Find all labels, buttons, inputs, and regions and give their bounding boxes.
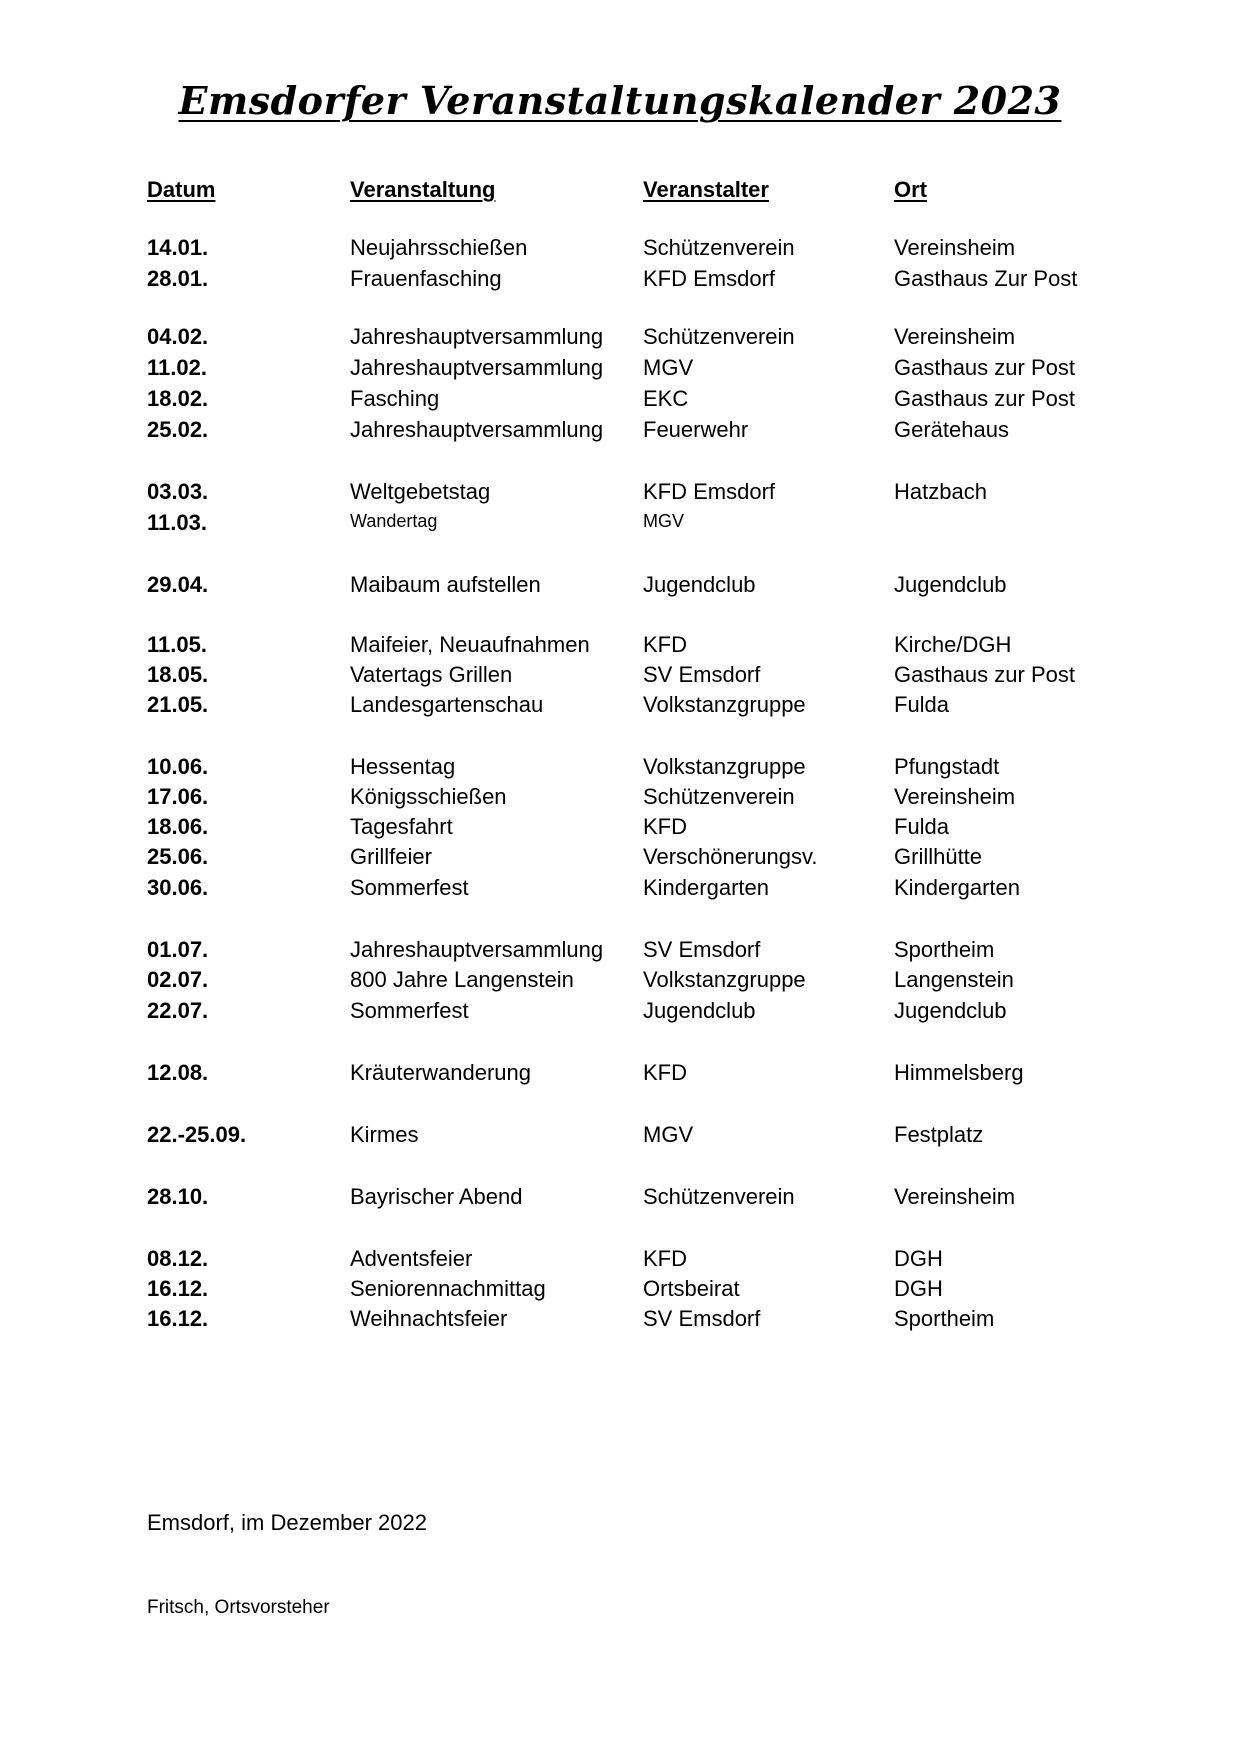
footer-signature: Fritsch, Ortsvorsteher — [147, 1597, 330, 1618]
date-cell: 18.02. — [147, 386, 209, 411]
document-title: Emsdorfer Veranstaltungskalender 2023 — [178, 78, 1062, 123]
place-cell: Sportheim — [894, 1306, 995, 1331]
event-cell: Sommerfest — [350, 998, 469, 1023]
organizer-cell: MGV — [643, 511, 685, 531]
organizer-cell: Schützenverein — [643, 784, 795, 809]
place-cell: Gasthaus Zur Post — [894, 266, 1078, 291]
place-cell: Himmelsberg — [894, 1060, 1024, 1085]
place-cell: Gasthaus zur Post — [894, 386, 1075, 411]
organizer-cell: EKC — [643, 386, 689, 411]
date-cell: 16.12. — [147, 1276, 209, 1301]
organizer-cell: KFD — [643, 632, 687, 657]
date-cell: 25.06. — [147, 844, 209, 869]
event-cell: Jahreshauptversammlung — [350, 937, 604, 962]
date-cell: 12.08. — [147, 1060, 209, 1085]
place-cell: Vereinsheim — [894, 235, 1016, 260]
event-cell: 800 Jahre Langenstein — [350, 967, 574, 992]
event-cell: Hessentag — [350, 754, 456, 779]
date-cell: 11.03. — [147, 510, 207, 535]
organizer-cell: Feuerwehr — [643, 417, 749, 442]
header-place: Ort — [894, 177, 927, 202]
place-cell: Kindergarten — [894, 875, 1020, 900]
place-cell: Fulda — [894, 692, 950, 717]
date-cell: 02.07. — [147, 967, 209, 992]
date-cell: 11.05. — [147, 632, 207, 657]
event-cell: Seniorennachmittag — [350, 1276, 546, 1301]
organizer-cell: SV Emsdorf — [643, 662, 761, 687]
place-cell: Fulda — [894, 814, 950, 839]
event-cell: Jahreshauptversammlung — [350, 324, 604, 349]
organizer-cell: MGV — [643, 1122, 694, 1147]
event-cell: Jahreshauptversammlung — [350, 355, 604, 380]
place-cell: Langenstein — [894, 967, 1014, 992]
date-cell: 28.10. — [147, 1184, 209, 1209]
date-cell: 03.03. — [147, 479, 209, 504]
event-cell: Frauenfasching — [350, 266, 502, 291]
place-cell: Gerätehaus — [894, 417, 1009, 442]
organizer-cell: Verschönerungsv. — [643, 844, 818, 869]
place-cell: Gasthaus zur Post — [894, 662, 1075, 687]
event-cell: Fasching — [350, 386, 440, 411]
date-cell: 18.06. — [147, 814, 209, 839]
date-cell: 22.07. — [147, 998, 209, 1023]
place-cell: Jugendclub — [894, 572, 1007, 597]
date-cell: 30.06. — [147, 875, 209, 900]
place-cell: DGH — [894, 1246, 943, 1271]
date-cell: 18.05. — [147, 662, 209, 687]
header-event: Veranstaltung — [350, 177, 496, 202]
organizer-cell: Schützenverein — [643, 1184, 795, 1209]
place-cell: Jugendclub — [894, 998, 1007, 1023]
organizer-cell: MGV — [643, 355, 694, 380]
event-cell: Jahreshauptversammlung — [350, 417, 604, 442]
organizer-cell: KFD — [643, 1246, 687, 1271]
date-cell: 04.02. — [147, 324, 209, 349]
date-cell: 10.06. — [147, 754, 209, 779]
date-cell: 01.07. — [147, 937, 209, 962]
event-cell: Vatertags Grillen — [350, 662, 513, 687]
event-cell: Sommerfest — [350, 875, 469, 900]
place-cell: DGH — [894, 1276, 943, 1301]
date-cell: 25.02. — [147, 417, 209, 442]
organizer-cell: Jugendclub — [643, 998, 756, 1023]
date-cell: 21.05. — [147, 692, 209, 717]
place-cell: Sportheim — [894, 937, 995, 962]
event-cell: Neujahrsschießen — [350, 235, 528, 260]
organizer-cell: KFD — [643, 814, 687, 839]
organizer-cell: Volkstanzgruppe — [643, 692, 806, 717]
place-cell: Grillhütte — [894, 844, 983, 869]
organizer-cell: SV Emsdorf — [643, 937, 761, 962]
organizer-cell: Ortsbeirat — [643, 1276, 740, 1301]
date-cell: 16.12. — [147, 1306, 209, 1331]
organizer-cell: SV Emsdorf — [643, 1306, 761, 1331]
organizer-cell: Volkstanzgruppe — [643, 967, 806, 992]
event-cell: Maibaum aufstellen — [350, 572, 541, 597]
organizer-cell: Schützenverein — [643, 235, 795, 260]
header-organizer: Veranstalter — [643, 177, 769, 202]
place-cell: Gasthaus zur Post — [894, 355, 1075, 380]
place-cell: Kirche/DGH — [894, 632, 1012, 657]
place-cell: Festplatz — [894, 1122, 984, 1147]
place-cell: Hatzbach — [894, 479, 987, 504]
date-cell: 11.02. — [147, 355, 207, 380]
event-cell: Kirmes — [350, 1122, 419, 1147]
organizer-cell: Jugendclub — [643, 572, 756, 597]
organizer-cell: Kindergarten — [643, 875, 769, 900]
organizer-cell: KFD Emsdorf — [643, 266, 776, 291]
event-cell: Kräuterwanderung — [350, 1060, 532, 1085]
event-cell: Bayrischer Abend — [350, 1184, 523, 1209]
date-cell: 08.12. — [147, 1246, 209, 1271]
event-cell: Wandertag — [350, 511, 438, 531]
organizer-cell: Schützenverein — [643, 324, 795, 349]
place-cell: Pfungstadt — [894, 754, 1000, 779]
footer-place-date: Emsdorf, im Dezember 2022 — [147, 1510, 427, 1535]
date-cell: 22.-25.09. — [147, 1122, 247, 1147]
organizer-cell: KFD — [643, 1060, 687, 1085]
place-cell: Vereinsheim — [894, 1184, 1016, 1209]
place-cell: Vereinsheim — [894, 784, 1016, 809]
date-cell: 29.04. — [147, 572, 209, 597]
date-cell: 28.01. — [147, 266, 209, 291]
event-cell: Grillfeier — [350, 844, 432, 869]
event-cell: Weltgebetstag — [350, 479, 491, 504]
organizer-cell: Volkstanzgruppe — [643, 754, 806, 779]
event-cell: Adventsfeier — [350, 1246, 473, 1271]
event-cell: Maifeier, Neuaufnahmen — [350, 632, 590, 657]
date-cell: 14.01. — [147, 235, 209, 260]
event-cell: Weihnachtsfeier — [350, 1306, 508, 1331]
date-cell: 17.06. — [147, 784, 209, 809]
event-cell: Tagesfahrt — [350, 814, 453, 839]
header-date: Datum — [147, 177, 216, 202]
organizer-cell: KFD Emsdorf — [643, 479, 776, 504]
event-cell: Königsschießen — [350, 784, 507, 809]
event-cell: Landesgartenschau — [350, 692, 544, 717]
place-cell: Vereinsheim — [894, 324, 1016, 349]
